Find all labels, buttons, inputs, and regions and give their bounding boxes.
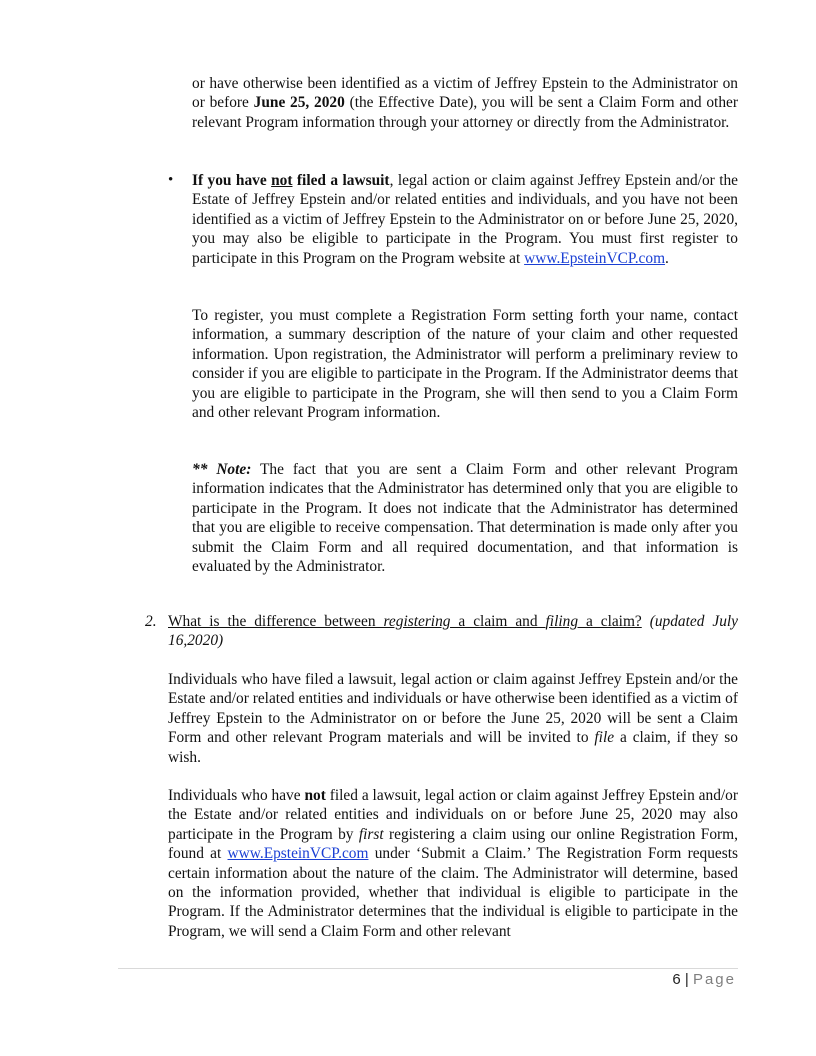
bullet-not: not bbox=[271, 172, 293, 189]
question-text-b: a claim and bbox=[450, 613, 546, 630]
page-number: 6 bbox=[672, 971, 681, 988]
answer1-text-b: a claim, if they so wish. bbox=[168, 729, 738, 766]
answer1-text-a: Individuals who have filed a lawsuit, legal action or claim against Jeffrey Epstein and/or the Estate and/or related entities and individuals or have otherwise been identified as a victim of Jeffrey Epstein to the Administrator on or before the June 25, 2020 will be sent a Claim Form and other relevant Program materials and will be invited to bbox=[168, 671, 738, 747]
website-link[interactable]: www.EpsteinVCP.com bbox=[524, 249, 666, 267]
question-text-c: a claim? bbox=[578, 613, 642, 630]
answer2-text-b: filed a lawsuit, legal action or claim against Jeffrey Epstein and/or the Estate and/or related entities and individuals on or before June 25, 2020 may also participate in the Program by bbox=[168, 787, 738, 843]
effective-date: June 25, 2020 bbox=[253, 94, 345, 112]
intro-text-b: (the Effective Date), you will be sent a Claim Form and other relevant Program information through your attorney or directly from the Administrator. bbox=[192, 94, 738, 131]
answer-paragraph-2 bbox=[168, 786, 738, 941]
answer1-file: file bbox=[594, 729, 615, 747]
question-filing: filing bbox=[545, 613, 579, 630]
bullet-icon: • bbox=[168, 172, 174, 188]
answer2-not: not bbox=[304, 787, 326, 804]
question-registering: registering bbox=[383, 613, 451, 630]
answer2-text-c: registering a claim using our online Registration Form, found at bbox=[168, 825, 738, 863]
bullet-paragraph bbox=[192, 171, 738, 268]
question-number: 2. bbox=[145, 613, 157, 630]
website-link-2[interactable]: www.EpsteinVCP.com bbox=[227, 845, 369, 863]
answer2-first: first bbox=[358, 825, 384, 843]
register-text: To register, you must complete a Registration Form setting forth your name, contact information, a summary description of the nature of your claim and other requested information. Upon registration, the Administrator will perform a preliminary review to consider if you are eligible to participate in the Program. If the Administrator deems that you are eligible to participate in the Program, she will then send to you a Claim Form and other relevant Program information. bbox=[192, 307, 738, 422]
register-paragraph bbox=[192, 306, 738, 422]
footer-separator: | bbox=[680, 971, 693, 988]
answer2-text-a: Individuals who have bbox=[168, 787, 305, 804]
page-footer bbox=[672, 971, 736, 988]
note-label: Note: bbox=[216, 461, 252, 478]
footer-divider bbox=[118, 968, 738, 969]
page-word: Page bbox=[692, 971, 736, 988]
note-text: The fact that you are sent a Claim Form and other relevant Program information indicates that the Administrator has determined only that you are eligible to participate in the Program. It does not indicate that the Administrator has determined that you are eligible to receive compensation. That determination is made only after you submit the Claim Form and all required documentation, and that information is evaluated by the Administrator. bbox=[192, 461, 738, 576]
bullet-text: , legal action or claim against Jeffrey Epstein and/or the Estate of Jeffrey Epstein and/or related entities and individuals, and you have not been identified as a victim of Jeffrey Epstein to the Administrator on or before June 25, 2020, you may also be eligible to participate in the Program. You must first register to participate in this Program on the Program website at bbox=[192, 172, 739, 267]
question-updated: (updated July 16,2020) bbox=[168, 613, 739, 650]
answer2-text-d: under ‘Submit a Claim.’ The Registration Form requests certain information about the nature of the claim. The Administrator will determine, based on the information provided, whether that individual is eligible to participate in the Program. If the Administrator determines that the individual is eligible to participate in the Program, we will send a Claim Form and other relevant bbox=[168, 845, 738, 940]
note-stars: ** bbox=[192, 461, 208, 478]
intro-paragraph bbox=[192, 74, 738, 132]
question-text-a: What is the difference between bbox=[168, 613, 384, 630]
bullet-bold-b: filed a lawsuit bbox=[292, 172, 390, 189]
bullet-bold-a: If you have bbox=[192, 172, 272, 189]
note-paragraph bbox=[192, 460, 738, 576]
answer-paragraph-1 bbox=[168, 670, 738, 767]
intro-text-a: or have otherwise been identified as a victim of Jeffrey Epstein to the Administrator on or before bbox=[192, 75, 738, 112]
bullet-end: . bbox=[665, 249, 669, 267]
question-heading bbox=[168, 612, 738, 651]
